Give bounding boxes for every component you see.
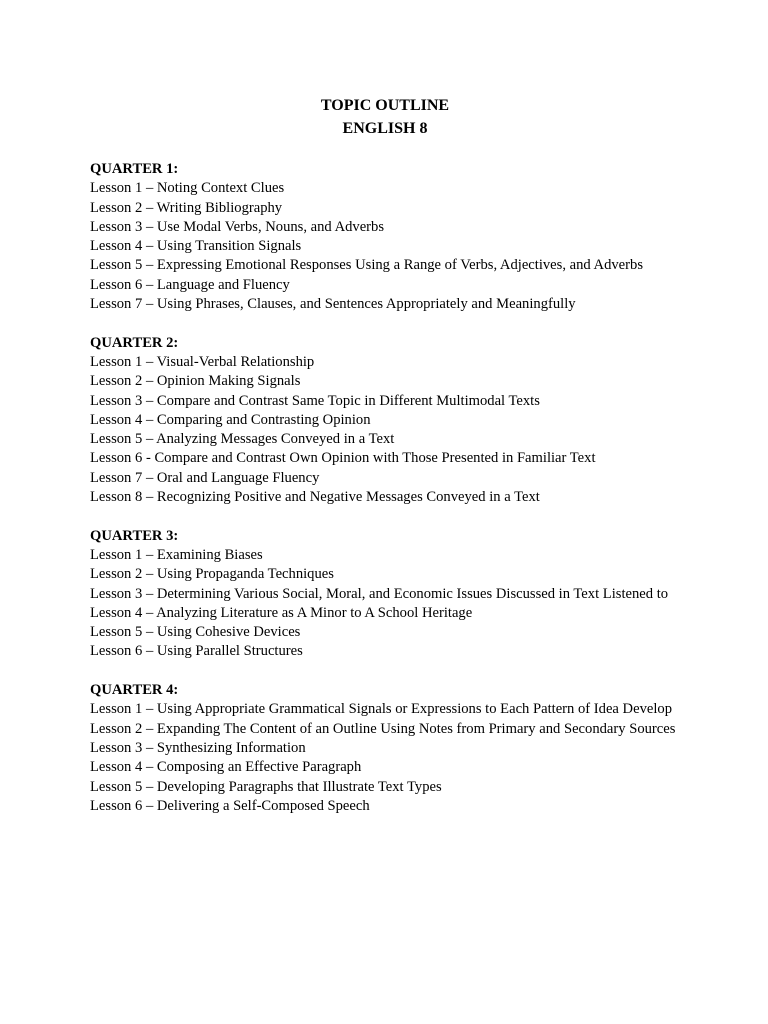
quarter-3-lesson-6: Lesson 6 – Using Parallel Structures (90, 643, 303, 660)
quarter-3-section (90, 527, 680, 662)
outline-content (90, 160, 680, 835)
quarter-1-heading: QUARTER 1: (90, 161, 179, 177)
quarter-2-heading: QUARTER 2: (90, 334, 179, 351)
quarter-1-lesson-5: Lesson 5 – Expressing Emotional Responses Using a Range of Verbs, Adjectives, and Adverbs (90, 257, 644, 274)
quarter-2-lesson-7: Lesson 7 – Oral and Language Fluency (90, 469, 320, 486)
quarter-1-lesson-6: Lesson 6 – Language and Fluency (90, 276, 290, 293)
quarter-3-lesson-1: Lesson 1 – Examining Biases (90, 546, 263, 563)
quarter-2-lesson-6: Lesson 6 - Compare and Contrast Own Opinion with Those Presented in Familiar Text (90, 450, 596, 467)
quarter-4-lesson-6: Lesson 6 – Delivering a Self-Composed Speech (90, 797, 370, 814)
quarter-3-heading: QUARTER 3: (90, 527, 179, 544)
quarter-1-section (90, 160, 680, 314)
quarter-2-lesson-5: Lesson 5 – Analyzing Messages Conveyed in a Text (90, 431, 395, 448)
quarter-1-lesson-7: Lesson 7 – Using Phrases, Clauses, and Sentences Appropriately and Meaningfully (90, 296, 576, 313)
title-block (0, 94, 768, 140)
quarter-2-lesson-3: Lesson 3 – Compare and Contrast Same Topic in Different Multimodal Texts (90, 392, 540, 409)
quarter-2-lesson-8: Lesson 8 – Recognizing Positive and Negative Messages Conveyed in a Text (90, 489, 540, 506)
quarter-4-lesson-1: Lesson 1 – Using Appropriate Grammatical Signals or Expressions to Each Pattern of Idea Develop (90, 701, 672, 718)
quarter-1-lesson-2: Lesson 2 – Writing Bibliography (90, 199, 283, 216)
quarter-3-lesson-3: Lesson 3 – Determining Various Social, Moral, and Economic Issues Discussed in Text Listened to (90, 585, 669, 602)
quarter-3-lesson-2: Lesson 2 – Using Propaganda Techniques (90, 566, 334, 583)
quarter-4-lesson-3: Lesson 3 – Synthesizing Information (90, 739, 306, 756)
document-subtitle: ENGLISH 8 (342, 120, 428, 137)
document-title: TOPIC OUTLINE (320, 97, 450, 114)
quarter-1-lesson-4: Lesson 4 – Using Transition Signals (90, 238, 302, 255)
quarter-2-lesson-1: Lesson 1 – Visual-Verbal Relationship (90, 353, 315, 370)
quarter-1-lesson-1: Lesson 1 – Noting Context Clues (90, 180, 285, 197)
quarter-1-lesson-3: Lesson 3 – Use Modal Verbs, Nouns, and Adverbs (90, 218, 385, 235)
quarter-4-lesson-5: Lesson 5 – Developing Paragraphs that Illustrate Text Types (90, 778, 442, 795)
quarter-4-section (90, 681, 680, 816)
quarter-4-heading: QUARTER 4: (90, 682, 179, 699)
quarter-2-section (90, 334, 680, 508)
quarter-4-lesson-2: Lesson 2 – Expanding The Content of an Outline Using Notes from Primary and Secondary Sources (90, 720, 676, 737)
quarter-2-lesson-4: Lesson 4 – Comparing and Contrasting Opinion (90, 411, 371, 428)
quarter-3-lesson-4: Lesson 4 – Analyzing Literature as A Minor to A School Heritage (90, 604, 473, 621)
quarter-3-lesson-5: Lesson 5 – Using Cohesive Devices (90, 624, 301, 641)
quarter-4-lesson-4: Lesson 4 – Composing an Effective Paragraph (90, 759, 362, 776)
quarter-2-lesson-2: Lesson 2 – Opinion Making Signals (90, 373, 301, 390)
